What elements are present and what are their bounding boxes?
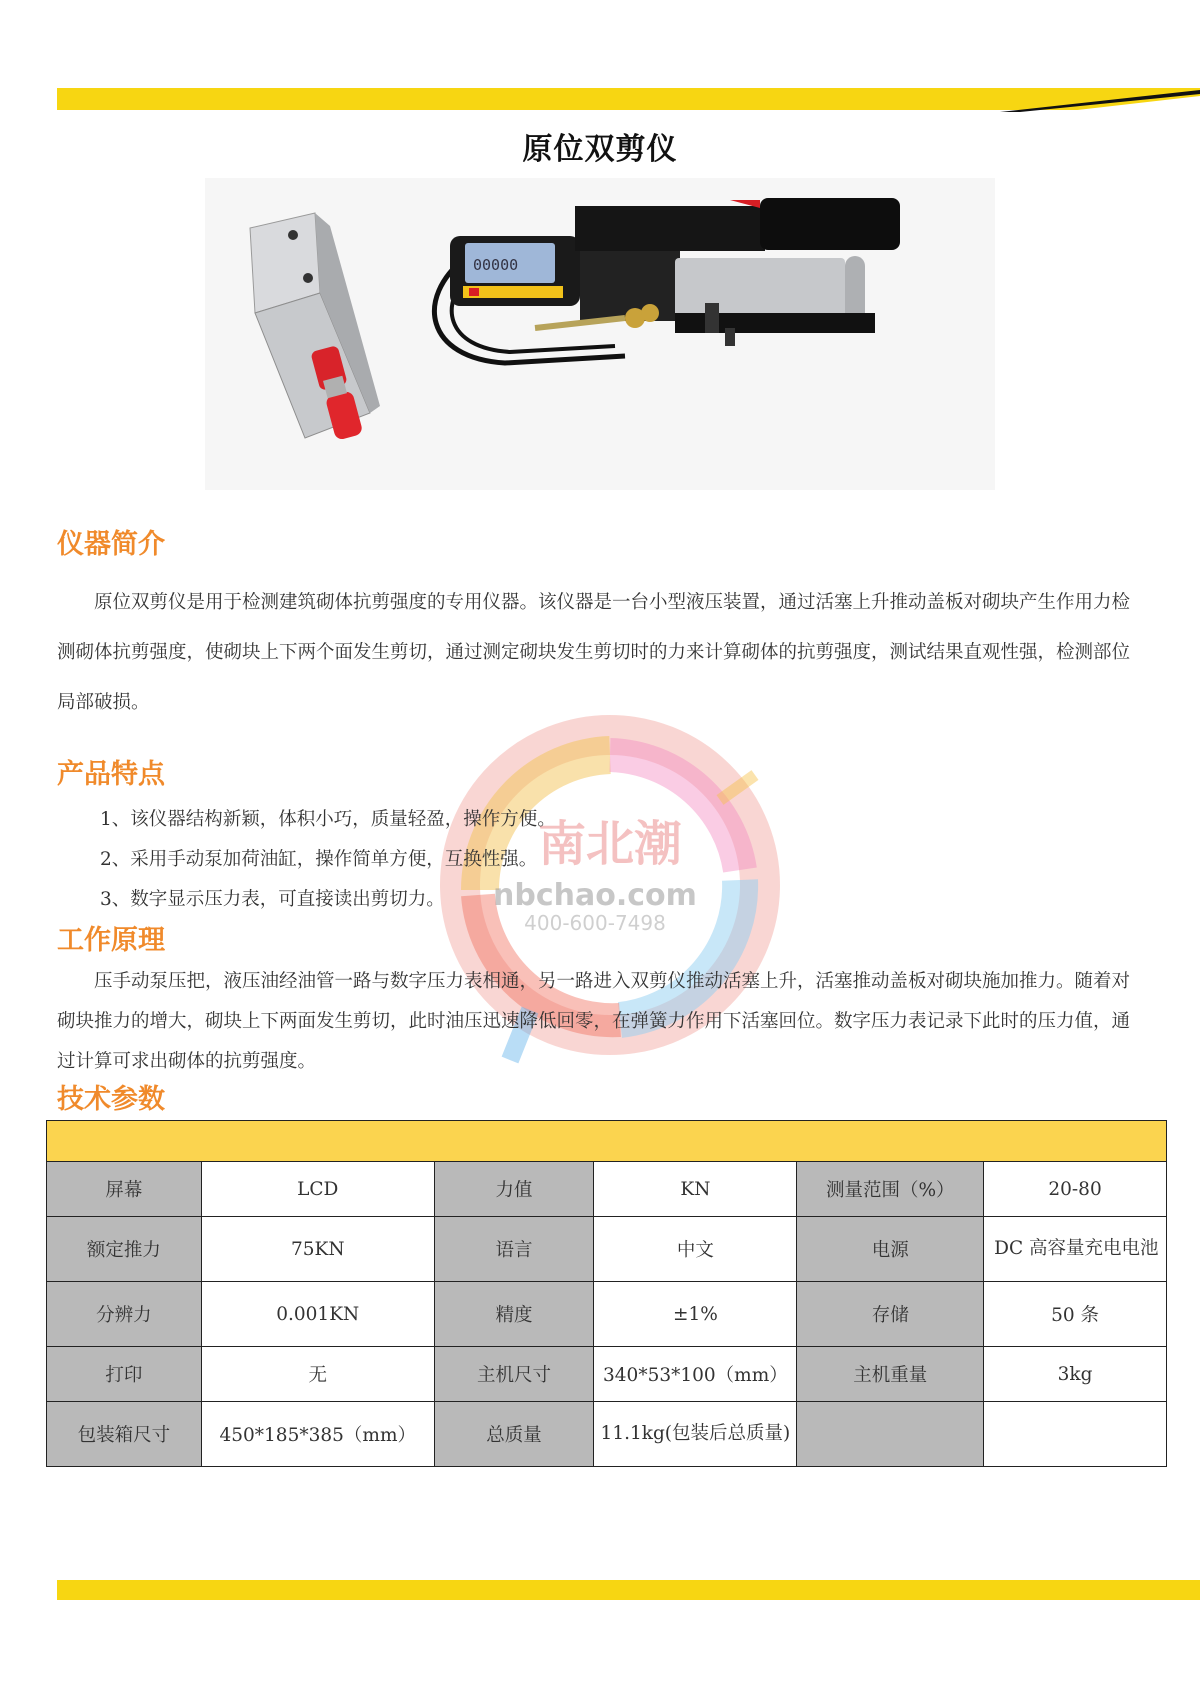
spec-value: 20-80	[984, 1162, 1167, 1217]
spec-label: 主机尺寸	[434, 1347, 594, 1402]
spec-label: 存储	[797, 1282, 984, 1347]
product-photo	[205, 178, 995, 490]
spec-label: 额定推力	[47, 1217, 202, 1282]
specs-table-header-cell	[47, 1121, 1167, 1162]
spec-value: 340*53*100（mm）	[594, 1347, 797, 1402]
spec-value: ±1%	[594, 1282, 797, 1347]
feature-item: 1、该仪器结构新颖，体积小巧，质量轻盈，操作方便。	[100, 809, 556, 830]
table-row	[47, 1162, 1167, 1217]
table-row	[47, 1402, 1167, 1467]
watermark-phone-text: 400-600-7498	[524, 911, 666, 935]
spec-label: 测量范围（%）	[797, 1162, 984, 1217]
spec-label	[797, 1402, 984, 1467]
table-row	[47, 1282, 1167, 1347]
spec-label: 分辨力	[47, 1282, 202, 1347]
spec-value: 中文	[594, 1217, 797, 1282]
watermark-brand-text: 南北潮	[537, 816, 683, 872]
spec-value: 11.1kg(包装后总质量)	[594, 1402, 797, 1467]
spec-value: 0.001KN	[201, 1282, 434, 1347]
spec-label: 语言	[434, 1217, 594, 1282]
spec-value: KN	[594, 1162, 797, 1217]
feature-item: 3、数字显示压力表，可直接读出剪切力。	[100, 889, 445, 910]
svg-text:00000: 00000	[473, 256, 519, 274]
spec-value: 3kg	[984, 1347, 1167, 1402]
feature-item: 2、采用手动泵加荷油缸，操作简单方便，互换性强。	[100, 849, 538, 870]
spec-label: 包装箱尺寸	[47, 1402, 202, 1467]
spec-value: 450*185*385（mm）	[201, 1402, 434, 1467]
top-bar-slash-decoration	[1000, 82, 1200, 112]
section-heading-specs: 技术参数	[57, 1084, 165, 1115]
features-list	[100, 800, 556, 920]
spec-value: 75KN	[201, 1217, 434, 1282]
spec-label: 力值	[434, 1162, 594, 1217]
spec-label: 屏幕	[47, 1162, 202, 1217]
table-row	[47, 1347, 1167, 1402]
principle-paragraph: 压手动泵压把，液压油经油管一路与数字压力表相通，另一路进入双剪仪推动活塞上升，活塞推动盖板对砌块施加推力。随着对砌块推力的增大，砌块上下两面发生剪切，此时油压迅速降低回零，在弹簧力作用下活塞回位。数字压力表记录下此时的压力值，通过计算可求出砌体的抗剪强度。	[57, 971, 1131, 1072]
spec-label: 精度	[434, 1282, 594, 1347]
spec-label: 打印	[47, 1347, 202, 1402]
page-title: 原位双剪仪	[522, 132, 678, 167]
spec-label: 总质量	[434, 1402, 594, 1467]
specs-table-header-row	[47, 1121, 1167, 1162]
section-heading-intro: 仪器简介	[57, 529, 165, 560]
spec-value: 50 条	[984, 1282, 1167, 1347]
section-heading-principle: 工作原理	[57, 925, 165, 956]
top-accent-bar	[57, 88, 1200, 110]
spec-value: 无	[201, 1347, 434, 1402]
section-heading-features: 产品特点	[57, 759, 165, 790]
specs-table	[46, 1120, 1167, 1467]
intro-paragraph: 原位双剪仪是用于检测建筑砌体抗剪强度的专用仪器。该仪器是一台小型液压装置，通过活塞上升推动盖板对砌块产生作用力检测砌体抗剪强度，使砌块上下两个面发生剪切，通过测定砌块发生剪切时的力来计算砌体的抗剪强度，测试结果直观性强，检测部位局部破损。	[57, 592, 1131, 713]
spec-value: LCD	[201, 1162, 434, 1217]
spec-label: 电源	[797, 1217, 984, 1282]
watermark-domain-text: nbchao.com	[493, 878, 697, 913]
table-row	[47, 1217, 1167, 1282]
spec-label: 主机重量	[797, 1347, 984, 1402]
bottom-accent-bar	[57, 1580, 1200, 1600]
spec-value: DC 高容量充电电池	[984, 1217, 1167, 1282]
spec-value	[984, 1402, 1167, 1467]
